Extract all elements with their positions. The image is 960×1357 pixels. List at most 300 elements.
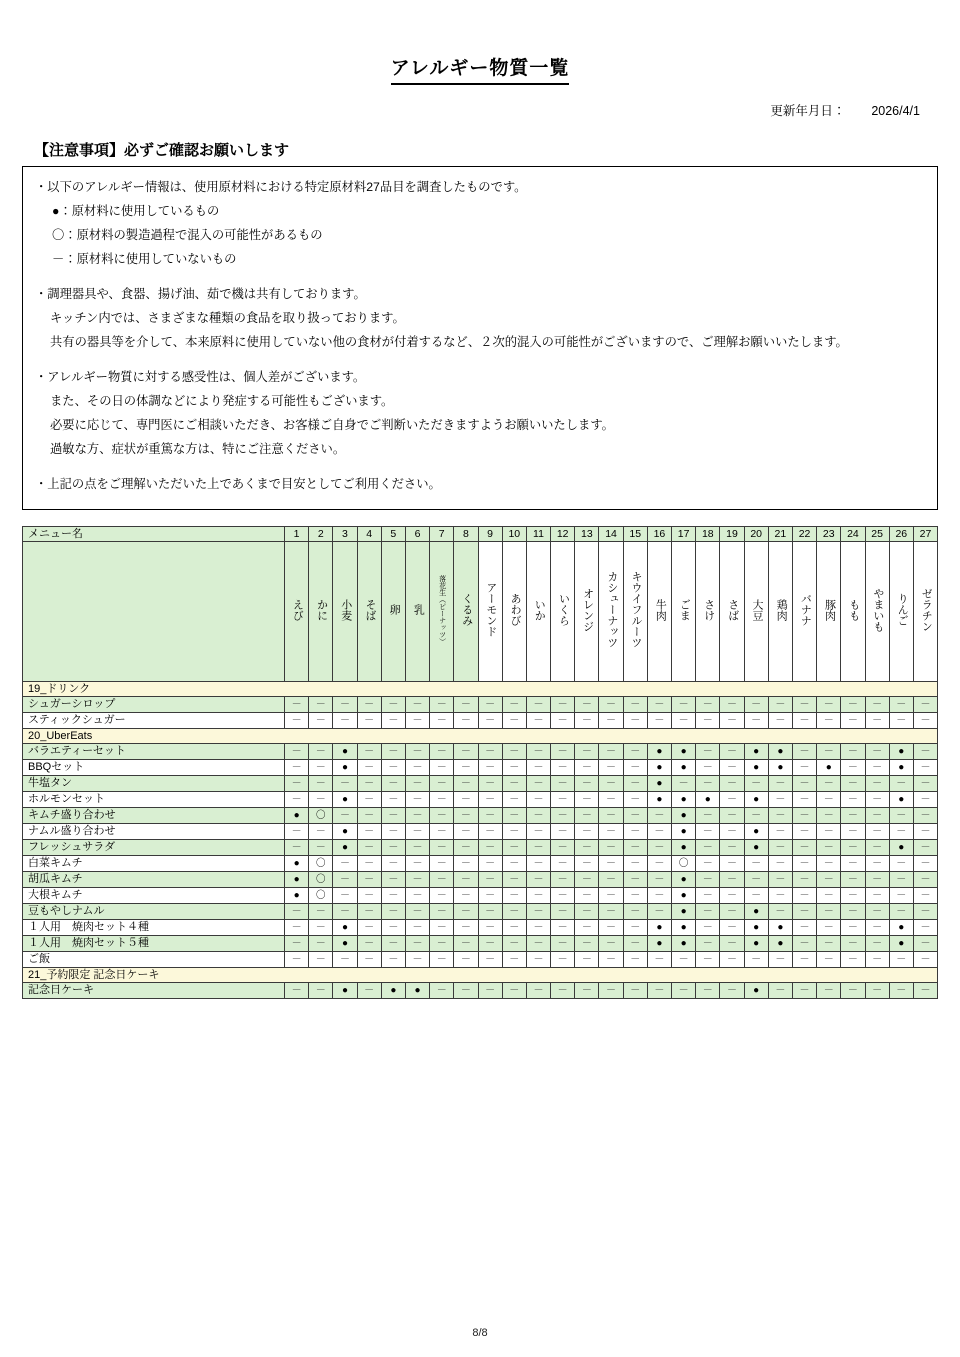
allergen-mark: －: [630, 793, 641, 805]
allergen-mark-cell: [865, 791, 889, 807]
menu-item-name: フレッシュサラダ: [23, 839, 285, 855]
allergen-mark-cell: [333, 759, 357, 775]
allergen-column-number: 24: [841, 526, 865, 541]
page-footer: 8/8: [472, 1327, 488, 1339]
allergen-mark: －: [364, 745, 375, 757]
allergen-mark-cell: [841, 775, 865, 791]
allergen-mark: ●: [341, 793, 348, 805]
allergen-header-5: [381, 541, 405, 681]
allergen-mark-cell: [623, 903, 647, 919]
allergen-mark-cell: [792, 919, 816, 935]
allergen-mark-cell: [599, 982, 623, 998]
allergen-mark: －: [485, 793, 496, 805]
allergen-mark-cell: [405, 696, 429, 712]
allergen-mark-cell: [502, 919, 526, 935]
allergen-mark: －: [509, 777, 520, 789]
menu-item-name: BBQセット: [23, 759, 285, 775]
allergen-mark-cell: [333, 935, 357, 951]
allergen-mark: －: [412, 825, 423, 837]
allergen-mark-cell: [696, 743, 720, 759]
allergen-mark-cell: [817, 775, 841, 791]
allergen-mark: －: [630, 889, 641, 901]
allergen-mark-cell: [575, 712, 599, 728]
allergen-name-label: 豚肉: [823, 598, 836, 621]
allergen-mark: －: [291, 841, 302, 853]
allergen-mark-cell: [430, 696, 454, 712]
allergen-mark: －: [799, 937, 810, 949]
menu-name-header-blank: [23, 541, 285, 681]
allergen-mark-cell: [889, 871, 913, 887]
allergen-mark-cell: [478, 712, 502, 728]
allergen-mark-cell: [575, 743, 599, 759]
allergen-mark-cell: [502, 743, 526, 759]
allergen-column-number: 4: [357, 526, 381, 541]
allergen-mark-cell: [285, 775, 309, 791]
allergen-mark: －: [920, 905, 931, 917]
allergen-mark: －: [896, 873, 907, 885]
allergen-mark-cell: [405, 712, 429, 728]
allergen-mark-cell: [841, 791, 865, 807]
allergen-mark: －: [799, 905, 810, 917]
allergen-mark: －: [509, 905, 520, 917]
allergen-mark: －: [339, 889, 350, 901]
menu-item-name: １人用 焼肉セット５種: [23, 935, 285, 951]
allergen-mark-cell: [865, 696, 889, 712]
allergen-mark-cell: [478, 791, 502, 807]
allergen-mark: －: [896, 698, 907, 710]
allergen-mark: －: [388, 841, 399, 853]
allergen-mark: －: [436, 698, 447, 710]
category-label: 21_予約限定 記念日ケーキ: [23, 967, 938, 982]
allergen-mark: －: [847, 698, 858, 710]
allergen-mark-cell: [430, 807, 454, 823]
allergen-header-15: [623, 541, 647, 681]
allergen-mark-cell: [817, 951, 841, 967]
allergen-mark: －: [678, 777, 689, 789]
allergen-mark-cell: [381, 935, 405, 951]
allergen-mark-cell: [599, 712, 623, 728]
allergen-mark-cell: [865, 903, 889, 919]
allergen-name-label: あわび: [509, 593, 522, 627]
allergen-mark: －: [920, 698, 931, 710]
allergen-name-label: 鶏肉: [775, 598, 788, 621]
allergen-mark: －: [460, 777, 471, 789]
allergen-mark: －: [412, 937, 423, 949]
allergen-mark: －: [775, 698, 786, 710]
allergen-mark: －: [557, 937, 568, 949]
allergen-mark-cell: [405, 743, 429, 759]
allergen-mark: －: [920, 984, 931, 996]
allergen-mark-cell: [913, 935, 937, 951]
allergen-column-number: 1: [285, 526, 309, 541]
allergen-mark-cell: [381, 982, 405, 998]
allergen-column-number: 16: [647, 526, 671, 541]
allergen-mark: －: [630, 953, 641, 965]
allergen-mark-cell: [696, 775, 720, 791]
allergen-mark: －: [847, 761, 858, 773]
allergen-mark: －: [896, 984, 907, 996]
allergen-mark: －: [557, 873, 568, 885]
allergen-mark: ●: [680, 825, 687, 837]
allergen-mark: －: [726, 937, 737, 949]
allergen-mark: －: [436, 921, 447, 933]
allergen-mark-cell: [285, 696, 309, 712]
allergen-mark-cell: [405, 791, 429, 807]
allergen-mark-cell: [575, 696, 599, 712]
allergen-mark-cell: [768, 775, 792, 791]
allergen-mark: －: [847, 777, 858, 789]
allergen-mark: ●: [777, 937, 784, 949]
allergen-mark-cell: [405, 935, 429, 951]
allergen-mark: －: [726, 953, 737, 965]
allergen-mark-cell: [333, 903, 357, 919]
allergen-mark-cell: [623, 712, 647, 728]
allergen-mark: －: [533, 873, 544, 885]
allergen-mark-cell: [333, 696, 357, 712]
allergen-mark: －: [726, 809, 737, 821]
notice-box: [22, 166, 938, 510]
table-row: [23, 775, 938, 791]
allergen-mark: －: [557, 857, 568, 869]
allergen-mark-cell: [841, 935, 865, 951]
allergen-mark: －: [920, 889, 931, 901]
allergen-mark: －: [847, 793, 858, 805]
allergen-mark: －: [606, 921, 617, 933]
allergen-mark-cell: [454, 775, 478, 791]
allergen-mark-cell: [792, 855, 816, 871]
menu-item-name: ホルモンセット: [23, 791, 285, 807]
allergen-mark: －: [557, 825, 568, 837]
allergen-mark-cell: [526, 839, 550, 855]
allergen-mark-cell: [913, 696, 937, 712]
notice-line: ・以下のアレルギー情報は、使用原材料における特定原材料27品目を調査したものです。: [35, 180, 527, 195]
allergen-name-label: もも: [847, 598, 860, 621]
allergen-mark: －: [364, 857, 375, 869]
allergen-mark-cell: [720, 696, 744, 712]
allergen-mark-cell: [526, 982, 550, 998]
allergen-mark-cell: [575, 823, 599, 839]
allergen-name-label: キウイフルーツ: [630, 571, 643, 649]
allergen-mark-cell: [454, 807, 478, 823]
allergen-mark: －: [847, 714, 858, 726]
allergen-mark: －: [799, 825, 810, 837]
allergen-mark: －: [460, 857, 471, 869]
allergen-mark-cell: [526, 871, 550, 887]
allergen-mark: －: [388, 809, 399, 821]
allergen-name-label: くるみ: [460, 593, 473, 627]
allergen-mark-cell: [647, 823, 671, 839]
updated-date-row: [22, 101, 938, 119]
allergen-mark: －: [436, 745, 447, 757]
allergen-mark: －: [678, 714, 689, 726]
allergen-mark-cell: [454, 982, 478, 998]
allergen-mark-cell: [333, 807, 357, 823]
allergen-mark: －: [460, 873, 471, 885]
allergen-mark-cell: [285, 951, 309, 967]
allergen-mark: －: [775, 809, 786, 821]
allergen-mark: －: [896, 889, 907, 901]
allergen-mark-cell: [647, 839, 671, 855]
allergen-mark-cell: [309, 759, 333, 775]
allergen-mark-cell: [841, 696, 865, 712]
allergen-mark: ●: [341, 825, 348, 837]
allergen-mark: －: [460, 714, 471, 726]
allergen-mark-cell: [889, 919, 913, 935]
allergen-mark-cell: [599, 935, 623, 951]
allergen-mark-cell: [430, 743, 454, 759]
allergen-mark: ●: [777, 761, 784, 773]
allergen-mark: －: [533, 905, 544, 917]
allergen-mark: －: [630, 921, 641, 933]
menu-item-name: 胡瓜キムチ: [23, 871, 285, 887]
allergen-mark-cell: [696, 823, 720, 839]
allergen-mark-cell: [720, 871, 744, 887]
allergen-mark: －: [726, 825, 737, 837]
allergen-mark-cell: [405, 807, 429, 823]
category-row: [23, 967, 938, 982]
allergen-header-13: [575, 541, 599, 681]
allergen-mark-cell: [575, 775, 599, 791]
allergen-mark-cell: [454, 887, 478, 903]
allergen-mark-cell: [792, 775, 816, 791]
allergen-mark-cell: [285, 903, 309, 919]
allergen-mark: －: [364, 984, 375, 996]
allergen-mark: －: [291, 777, 302, 789]
allergen-mark-cell: [696, 982, 720, 998]
allergen-mark: －: [823, 953, 834, 965]
allergen-mark-cell: [672, 951, 696, 967]
allergen-mark-cell: [768, 807, 792, 823]
allergen-mark-cell: [768, 743, 792, 759]
allergen-mark-cell: [768, 919, 792, 935]
allergen-mark-cell: [551, 982, 575, 998]
allergen-mark-cell: [599, 951, 623, 967]
allergen-mark-cell: [285, 791, 309, 807]
menu-item-name: キムチ盛り合わせ: [23, 807, 285, 823]
allergen-name-label: かに: [315, 598, 328, 621]
allergen-column-number: 26: [889, 526, 913, 541]
allergen-mark: ●: [293, 809, 300, 821]
allergen-mark-cell: [454, 903, 478, 919]
allergen-mark-cell: [623, 743, 647, 759]
allergen-mark-cell: [478, 855, 502, 871]
allergen-mark-cell: [285, 919, 309, 935]
allergen-mark: －: [702, 921, 713, 933]
allergen-mark-cell: [333, 919, 357, 935]
allergen-name-label: ゼラチン: [920, 587, 933, 632]
allergen-mark: －: [388, 953, 399, 965]
allergen-mark: －: [630, 761, 641, 773]
allergen-mark: ●: [898, 937, 905, 949]
allergen-mark: －: [726, 841, 737, 853]
allergen-mark-cell: [575, 871, 599, 887]
allergen-mark: －: [315, 825, 326, 837]
allergen-mark: －: [751, 889, 762, 901]
allergen-mark-cell: [333, 887, 357, 903]
allergen-mark-cell: [913, 743, 937, 759]
allergen-mark-cell: [285, 871, 309, 887]
allergen-mark: －: [847, 937, 858, 949]
allergen-mark-cell: [599, 839, 623, 855]
allergen-mark-cell: [333, 839, 357, 855]
allergen-mark: ●: [341, 745, 348, 757]
allergen-mark: －: [726, 698, 737, 710]
allergen-mark: －: [847, 889, 858, 901]
allergen-mark: 〇: [316, 857, 326, 869]
allergen-name-label: ごま: [678, 598, 691, 621]
allergen-mark-cell: [502, 807, 526, 823]
allergen-mark-cell: [357, 839, 381, 855]
allergen-mark-cell: [744, 775, 768, 791]
allergen-mark: －: [920, 777, 931, 789]
allergen-mark-cell: [647, 791, 671, 807]
allergen-mark-cell: [502, 791, 526, 807]
allergen-mark-cell: [865, 887, 889, 903]
allergen-mark: －: [726, 714, 737, 726]
allergen-mark-cell: [817, 903, 841, 919]
allergen-mark-cell: [623, 759, 647, 775]
allergen-mark-cell: [309, 823, 333, 839]
notice-line: ・調理器具や、食器、揚げ油、茹で機は共有しております。: [35, 287, 366, 302]
menu-item-name: バラエティーセット: [23, 743, 285, 759]
allergen-mark-cell: [817, 791, 841, 807]
allergen-mark-cell: [647, 759, 671, 775]
allergen-name-label: アーモンド: [484, 582, 497, 638]
table-row: [23, 871, 938, 887]
allergen-mark: ●: [414, 984, 421, 996]
title-section: [22, 0, 938, 85]
allergen-mark-cell: [405, 775, 429, 791]
allergen-mark-cell: [357, 696, 381, 712]
allergen-mark-cell: [454, 935, 478, 951]
allergen-mark-cell: [502, 935, 526, 951]
allergen-mark: －: [460, 698, 471, 710]
allergen-mark: －: [388, 873, 399, 885]
allergen-mark: －: [702, 761, 713, 773]
table-row: [23, 696, 938, 712]
allergen-mark: －: [533, 761, 544, 773]
allergen-mark: －: [364, 809, 375, 821]
allergen-mark-cell: [623, 871, 647, 887]
allergen-mark-cell: [599, 743, 623, 759]
allergen-mark-cell: [744, 696, 768, 712]
allergen-mark-cell: [792, 807, 816, 823]
allergen-mark: －: [581, 809, 592, 821]
allergen-mark-cell: [696, 855, 720, 871]
allergen-mark-cell: [744, 919, 768, 935]
allergen-mark: －: [315, 984, 326, 996]
allergen-mark: －: [364, 714, 375, 726]
allergen-mark: －: [388, 905, 399, 917]
allergen-mark-cell: [672, 887, 696, 903]
allergen-mark-cell: [599, 919, 623, 935]
allergen-mark: －: [460, 921, 471, 933]
allergen-mark: －: [654, 857, 665, 869]
allergen-mark-cell: [551, 775, 575, 791]
allergen-mark: －: [509, 921, 520, 933]
allergen-mark: －: [291, 984, 302, 996]
allergen-mark-cell: [575, 855, 599, 871]
allergen-mark: －: [606, 825, 617, 837]
allergen-mark-cell: [696, 903, 720, 919]
allergen-mark: －: [364, 761, 375, 773]
allergen-mark: －: [726, 793, 737, 805]
table-row: [23, 935, 938, 951]
allergen-mark-cell: [309, 712, 333, 728]
updated-date-label: 更新年月日：: [770, 103, 846, 118]
allergen-mark-cell: [720, 982, 744, 998]
allergen-mark-cell: [792, 903, 816, 919]
allergen-column-number: 15: [623, 526, 647, 541]
allergen-mark-cell: [768, 712, 792, 728]
allergen-mark-cell: [841, 903, 865, 919]
allergen-column-number: 8: [454, 526, 478, 541]
allergen-mark-cell: [551, 696, 575, 712]
allergen-mark: －: [896, 825, 907, 837]
allergen-mark-cell: [405, 982, 429, 998]
allergen-mark-cell: [865, 855, 889, 871]
allergen-mark: －: [315, 745, 326, 757]
allergen-mark: －: [847, 809, 858, 821]
allergen-mark-cell: [454, 712, 478, 728]
allergen-mark: －: [412, 793, 423, 805]
notice-line: ●：原材料に使用しているもの: [52, 204, 220, 219]
allergen-mark: －: [872, 745, 883, 757]
allergen-mark: －: [654, 825, 665, 837]
allergen-mark: －: [799, 761, 810, 773]
allergen-mark: －: [775, 905, 786, 917]
allergen-mark-cell: [405, 887, 429, 903]
allergen-mark: ●: [680, 841, 687, 853]
allergen-mark-cell: [647, 712, 671, 728]
allergen-mark-cell: [551, 855, 575, 871]
allergen-mark: －: [702, 905, 713, 917]
table-header-numbers: [23, 526, 938, 541]
allergen-header-26: [889, 541, 913, 681]
allergen-mark: －: [823, 921, 834, 933]
allergen-mark: －: [896, 809, 907, 821]
allergen-mark-cell: [647, 903, 671, 919]
allergen-mark-cell: [623, 919, 647, 935]
category-label: 20_UberEats: [23, 728, 938, 743]
notice-line: ・上記の点をご理解いただいた上であくまで目安としてご利用ください。: [35, 476, 441, 491]
allergen-mark-cell: [647, 951, 671, 967]
allergen-mark: －: [799, 809, 810, 821]
allergen-mark-cell: [865, 807, 889, 823]
allergen-mark: －: [460, 984, 471, 996]
allergen-mark: －: [533, 698, 544, 710]
allergen-mark-cell: [478, 839, 502, 855]
allergen-mark: －: [775, 841, 786, 853]
allergen-name-label: 卵: [388, 604, 401, 616]
allergen-mark-cell: [333, 775, 357, 791]
allergen-mark: －: [533, 937, 544, 949]
allergen-mark-cell: [309, 887, 333, 903]
allergen-mark: －: [533, 793, 544, 805]
allergen-mark-cell: [502, 887, 526, 903]
allergen-mark-cell: [720, 887, 744, 903]
allergen-mark-cell: [285, 807, 309, 823]
allergen-mark-cell: [551, 935, 575, 951]
allergen-mark-cell: [841, 712, 865, 728]
allergen-mark-cell: [526, 791, 550, 807]
allergen-mark-cell: [889, 903, 913, 919]
allergen-mark: －: [654, 809, 665, 821]
allergen-mark: －: [412, 857, 423, 869]
allergen-mark: －: [533, 825, 544, 837]
allergen-mark: ●: [898, 921, 905, 933]
allergen-mark-cell: [285, 712, 309, 728]
